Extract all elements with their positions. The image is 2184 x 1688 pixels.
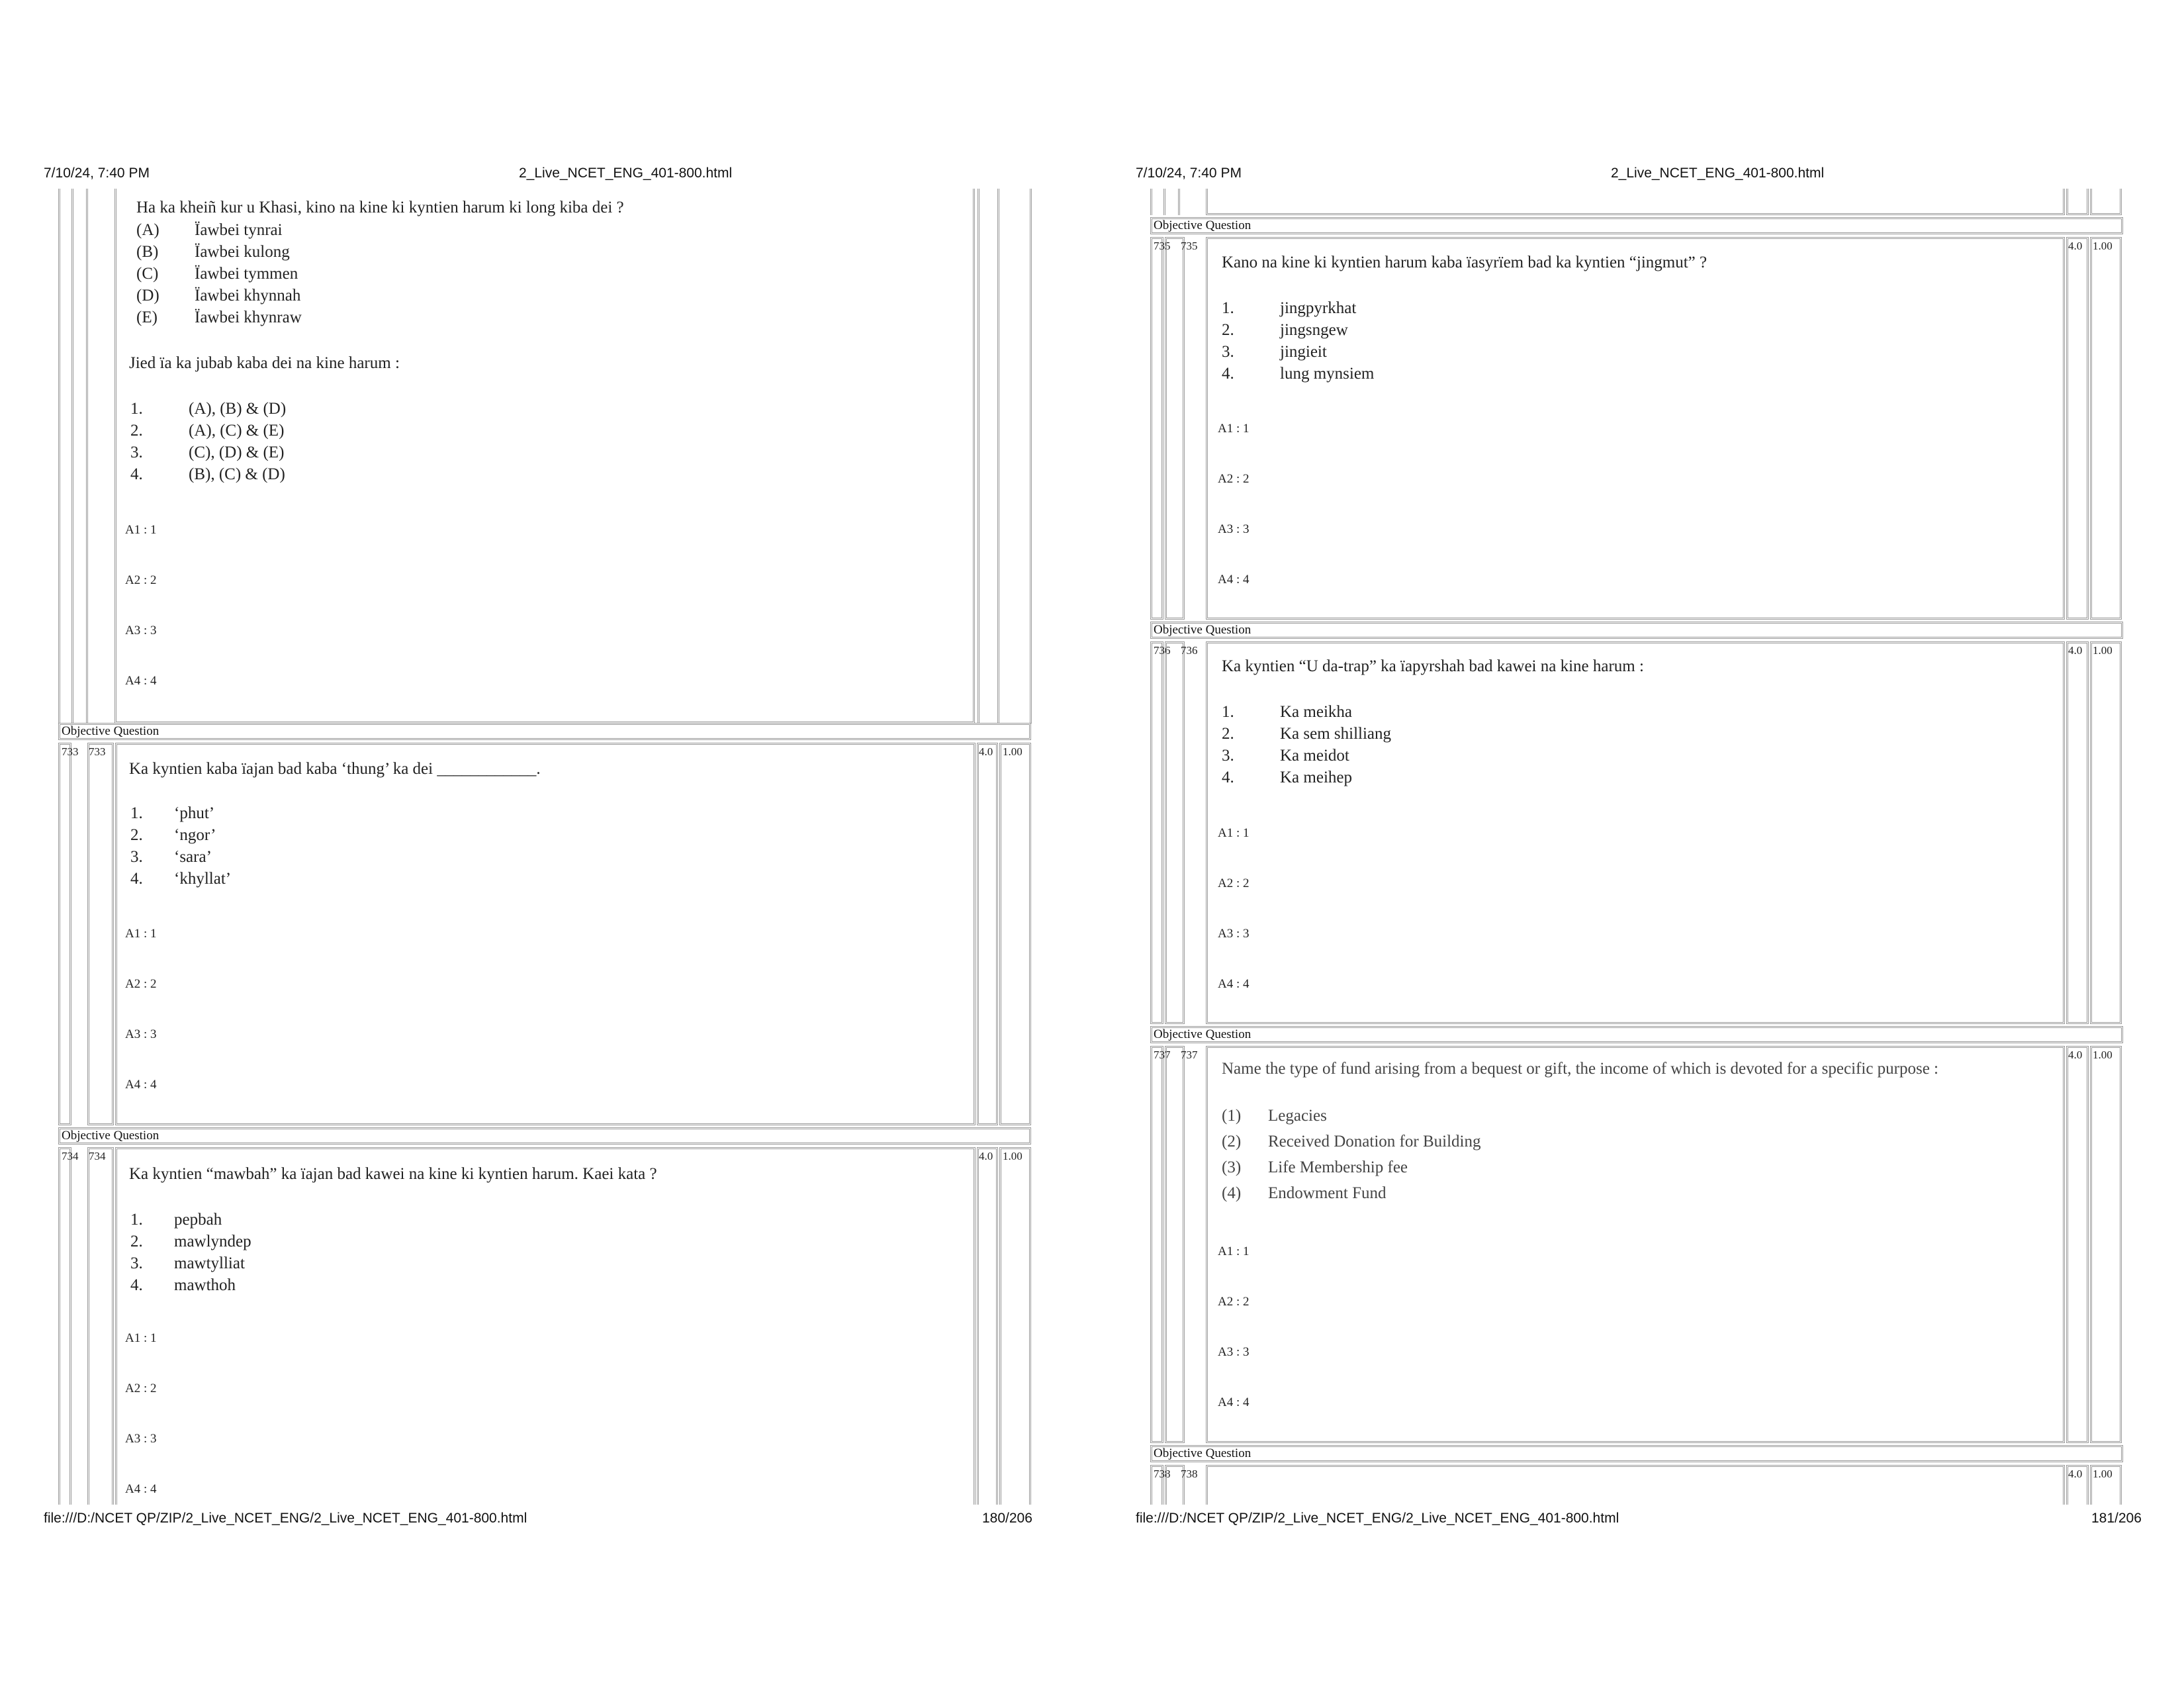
question-id: 733: [89, 745, 106, 758]
question-id: 734: [89, 1150, 106, 1162]
answer-2: A2 : 2: [125, 977, 157, 991]
marks: 4.0: [979, 745, 993, 758]
marks: 4.0: [2068, 1468, 2083, 1480]
header-title: 2_Live_NCET_ENG_401-800.html: [519, 165, 733, 181]
statement-b: (B) Ïawbei kulong: [136, 243, 290, 261]
question-id: 737: [1181, 1049, 1198, 1061]
option-4: 4. lung mynsiem: [1222, 365, 1375, 383]
marks: 4.0: [979, 1150, 993, 1162]
negative-marks-cell: [2090, 1046, 2122, 1443]
answer-4: A4 : 4: [1218, 977, 1250, 991]
question-cell: [1206, 1046, 2065, 1443]
negative-marks-cell: [2090, 641, 2122, 1024]
question-cell: [115, 743, 976, 1125]
answer-2: A2 : 2: [1218, 876, 1250, 890]
option-4: (4) Endowment Fund: [1222, 1184, 1387, 1202]
serial-number: 734: [62, 1150, 79, 1162]
negative-marks-cell: [999, 1147, 1031, 1505]
negative-marks: 1.00: [2093, 644, 2113, 657]
question-cell: [1206, 1465, 2065, 1505]
option-2: (2) Received Donation for Building: [1222, 1133, 1481, 1150]
negative-marks: 1.00: [2093, 1049, 2113, 1061]
option-3: 3. Ka meidot: [1222, 747, 1349, 765]
frame-line: [978, 189, 979, 724]
question-type-label: Objective Question: [1154, 623, 1251, 637]
option-1: 1. jingpyrkhat: [1222, 299, 1357, 317]
answer-1: A1 : 1: [125, 927, 157, 941]
serial-number: 735: [1154, 240, 1171, 252]
option-2: 2. jingsngew: [1222, 321, 1348, 339]
qid-cell: [87, 1147, 114, 1505]
option-3: 3. jingieit: [1222, 343, 1327, 361]
question-type-label: Objective Question: [62, 1129, 159, 1143]
answer-2: A2 : 2: [1218, 1295, 1250, 1309]
option-2: 2. Ka sem shilliang: [1222, 725, 1392, 743]
question-id: 736: [1181, 644, 1198, 657]
footer-path: file:///D:/NCET QP/ZIP/2_Live_NCET_ENG/2_Live_NCET_ENG_401-800.html: [44, 1511, 527, 1526]
sno-cell: [1150, 641, 1163, 1024]
option-2: 2. mawlyndep: [130, 1233, 251, 1250]
answer-3: A3 : 3: [125, 1027, 157, 1041]
label-row: [1150, 1026, 2123, 1043]
answer-3: A3 : 3: [1218, 1345, 1250, 1359]
question-cell: [1206, 189, 2065, 215]
answer-4: A4 : 4: [1218, 573, 1250, 586]
marks-cell: [977, 1147, 998, 1505]
answer-3: A3 : 3: [1218, 927, 1250, 941]
frame-line: [1178, 189, 1180, 215]
sno-cell: [58, 743, 71, 1125]
option-1: 1. pepbah: [130, 1211, 222, 1229]
marks: 4.0: [2068, 1049, 2083, 1061]
option-2: 2. ‘ngor’: [130, 826, 216, 844]
negative-marks: 1.00: [1003, 745, 1023, 758]
qid-cell: [1165, 1046, 1185, 1443]
label-row: [58, 723, 1031, 740]
answer-1: A1 : 1: [1218, 1244, 1250, 1258]
question-type-label: Objective Question: [1154, 1446, 1251, 1460]
statement-a: (A) Ïawbei tynrai: [136, 221, 283, 239]
statement-d: (D) Ïawbei khynnah: [136, 287, 301, 305]
frame-line: [1030, 189, 1032, 724]
answer-1: A1 : 1: [125, 1331, 157, 1345]
negative-marks-cell: [999, 743, 1031, 1125]
marks-cell: [2066, 1046, 2089, 1443]
header-datetime: 7/10/24, 7:40 PM: [1136, 165, 1242, 181]
question-text: Ka kyntien “U da-trap” ka ïapyrshah bad kawei na kine harum :: [1222, 657, 1644, 675]
question-text: Kano na kine ki kyntien harum kaba ïasyrïem bad ka kyntien “jingmut” ?: [1222, 254, 1707, 271]
option-1: 1. (A), (B) & (D): [130, 400, 287, 418]
answer-3: A3 : 3: [125, 624, 157, 637]
sno-cell: [1150, 1046, 1163, 1443]
frame-line: [1163, 189, 1165, 215]
option-1: 1. ‘phut’: [130, 804, 215, 822]
option-1: 1. Ka meikha: [1222, 703, 1352, 721]
question-type-label: Objective Question: [1154, 218, 1251, 232]
marks: 4.0: [2068, 644, 2083, 657]
sno-cell: [58, 1147, 71, 1505]
serial-number: 733: [62, 745, 79, 758]
option-4: 4. mawthoh: [130, 1276, 236, 1294]
qid-cell: [1165, 641, 1185, 1024]
marks-cell: [2066, 189, 2089, 215]
answer-4: A4 : 4: [125, 1078, 157, 1092]
serial-number: 737: [1154, 1049, 1171, 1061]
negative-marks: 1.00: [2093, 1468, 2113, 1480]
answer-1: A1 : 1: [1218, 422, 1250, 436]
marks: 4.0: [2068, 240, 2083, 252]
answer-3: A3 : 3: [125, 1432, 157, 1446]
footer-path: file:///D:/NCET QP/ZIP/2_Live_NCET_ENG/2_Live_NCET_ENG_401-800.html: [1136, 1511, 1619, 1526]
marks-cell: [2066, 641, 2089, 1024]
answer-4: A4 : 4: [125, 674, 157, 688]
option-4: 4. ‘khyllat’: [130, 870, 232, 888]
question-type-label: Objective Question: [62, 724, 159, 738]
qid-cell: [87, 743, 114, 1125]
header-title: 2_Live_NCET_ENG_401-800.html: [1611, 165, 1825, 181]
serial-number: 738: [1154, 1468, 1171, 1480]
option-1: (1) Legacies: [1222, 1107, 1327, 1125]
answer-3: A3 : 3: [1218, 522, 1250, 536]
serial-number: 736: [1154, 644, 1171, 657]
frame-line: [1150, 189, 1152, 215]
option-3: 3. mawtylliat: [130, 1254, 245, 1272]
option-4: 4. Ka meihep: [1222, 769, 1352, 786]
marks-cell: [2066, 237, 2089, 620]
frame-line: [86, 189, 88, 724]
question-cell: [1206, 237, 2065, 620]
option-2: 2. (A), (C) & (E): [130, 422, 285, 440]
label-row: [1150, 622, 2123, 639]
footer-page-number: 181/206: [2091, 1511, 2142, 1526]
answer-2: A2 : 2: [125, 573, 157, 587]
question-text: Ka kyntien kaba ïajan bad kaba ‘thung’ ka dei ____________.: [129, 760, 541, 778]
option-3: (3) Life Membership fee: [1222, 1158, 1408, 1176]
question-id: 735: [1181, 240, 1198, 252]
negative-marks: 1.00: [1003, 1150, 1023, 1162]
negative-marks-cell: [2090, 189, 2122, 215]
answer-2: A2 : 2: [1218, 472, 1250, 486]
option-3: 3. ‘sara’: [130, 848, 212, 866]
negative-marks: 1.00: [2093, 240, 2113, 252]
statement-e: (E) Ïawbei khynraw: [136, 308, 302, 326]
frame-line: [997, 189, 999, 724]
question-id: 738: [1181, 1468, 1198, 1480]
answer-2: A2 : 2: [125, 1382, 157, 1395]
label-row: [1150, 217, 2123, 234]
answer-1: A1 : 1: [1218, 826, 1250, 840]
header-datetime: 7/10/24, 7:40 PM: [44, 165, 150, 181]
answer-4: A4 : 4: [1218, 1395, 1250, 1409]
question-cell: [115, 1147, 976, 1505]
question-text: Ha ka kheiñ kur u Khasi, kino na kine ki kyntien harum ki long kiba dei ?: [136, 199, 624, 216]
page-181: [1092, 0, 2184, 1688]
marks-cell: [977, 743, 998, 1125]
frame-line: [58, 189, 60, 724]
label-row: [1150, 1445, 2123, 1462]
statement-c: (C) Ïawbei tymmen: [136, 265, 298, 283]
answer-1: A1 : 1: [125, 523, 157, 537]
instruction-text: Jied ïa ka jubab kaba dei na kine harum :: [129, 354, 400, 372]
frame-line: [71, 189, 73, 724]
option-4: 4. (B), (C) & (D): [130, 465, 285, 483]
negative-marks-cell: [2090, 237, 2122, 620]
question-text: Ka kyntien “mawbah” ka ïajan bad kawei na kine ki kyntien harum. Kaei kata ?: [129, 1165, 657, 1183]
label-row: [58, 1127, 1031, 1145]
footer-page-number: 180/206: [982, 1511, 1032, 1526]
answer-4: A4 : 4: [125, 1482, 157, 1496]
question-cell: [1206, 641, 2065, 1024]
question-type-label: Objective Question: [1154, 1027, 1251, 1041]
question-text: Name the type of fund arising from a bequest or gift, the income of which is devoted for a specific purpose :: [1222, 1060, 1939, 1078]
option-3: 3. (C), (D) & (E): [130, 444, 285, 461]
sno-cell: [1150, 237, 1163, 620]
qid-cell: [1165, 237, 1185, 620]
